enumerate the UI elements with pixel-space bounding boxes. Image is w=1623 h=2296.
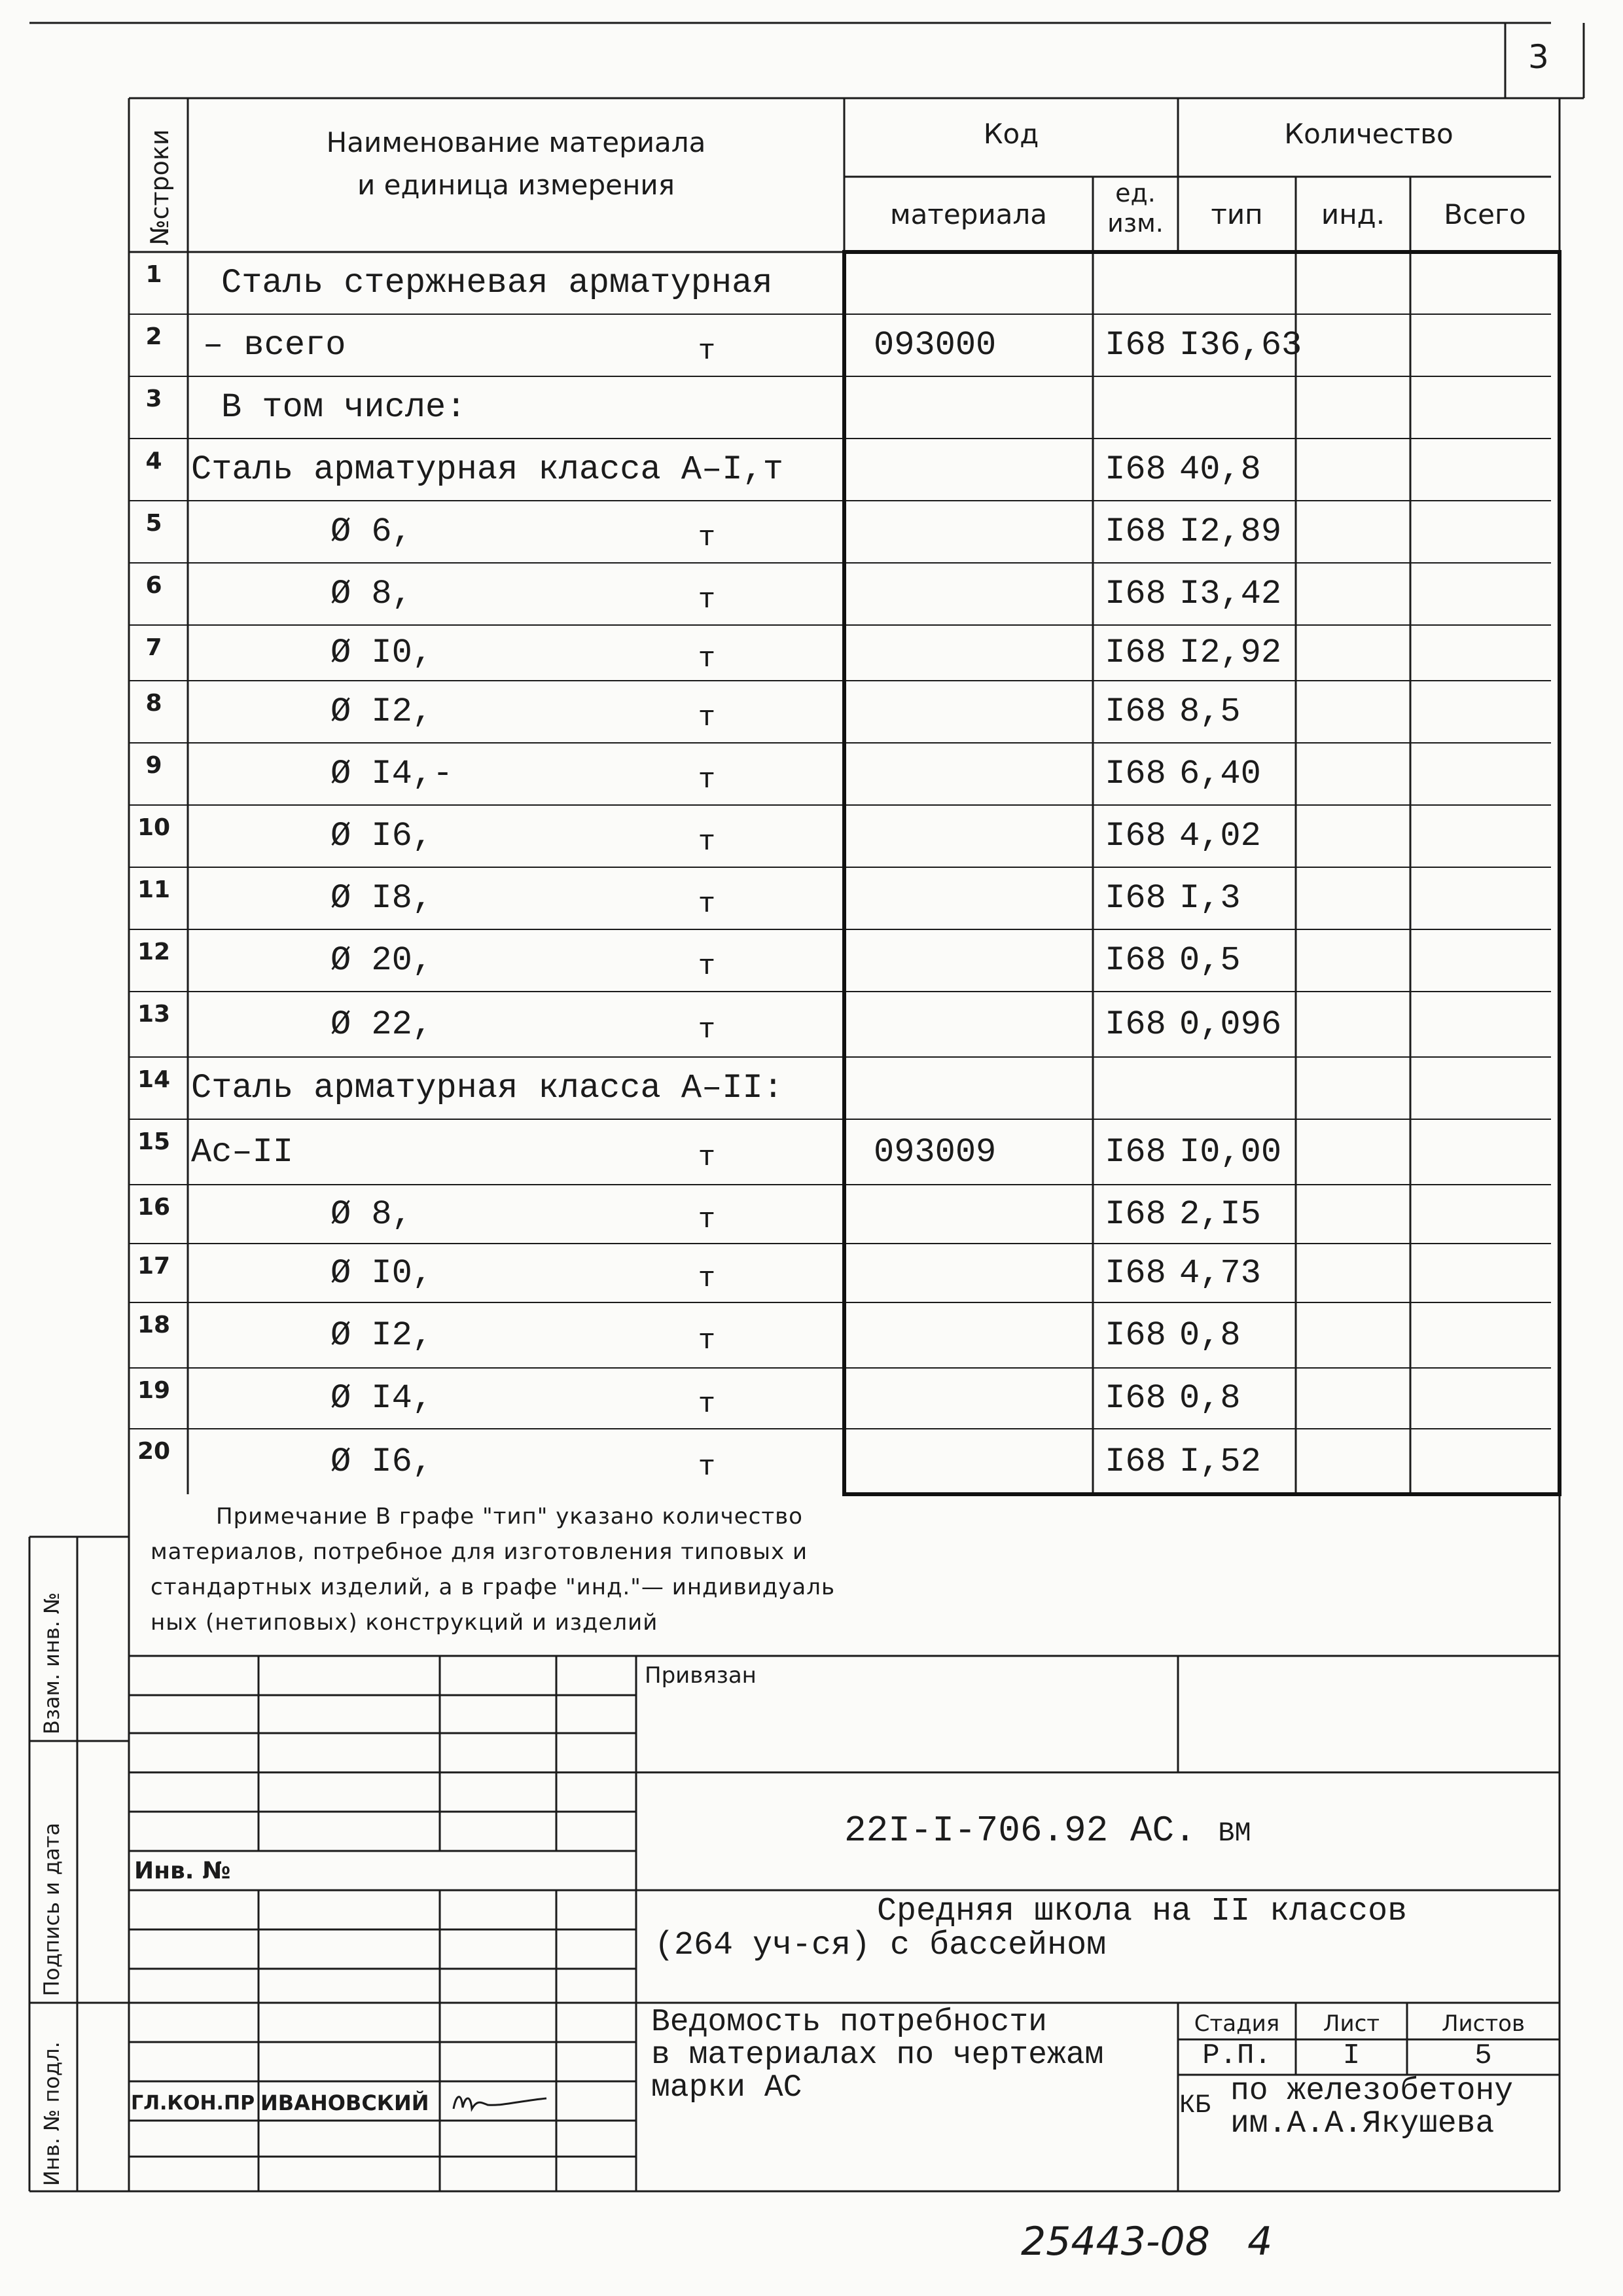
sheets-label: Листов: [1441, 2011, 1525, 2037]
quantity-type: 6,40: [1179, 755, 1261, 793]
signer-role: ГЛ.КОН.ПР: [131, 2092, 255, 2115]
unit-of-measure: т: [698, 642, 716, 675]
quantity-type: I2,89: [1179, 512, 1282, 551]
signature: [448, 2083, 560, 2122]
unit-code: I68: [1105, 1194, 1166, 1234]
organization-prefix: КБ: [1179, 2091, 1211, 2121]
sheet-value: I: [1342, 2039, 1361, 2072]
material-code-header: материала: [889, 198, 1047, 230]
unit-code: I68: [1105, 755, 1166, 793]
unit-of-measure: т: [698, 950, 716, 983]
material-name: Сталь стержневая арматурная: [221, 264, 773, 302]
quantity-type: 0,8: [1179, 1316, 1241, 1355]
unit-of-measure: т: [698, 521, 716, 554]
material-code: 093000: [874, 326, 997, 365]
unit-code: I68: [1105, 1005, 1166, 1044]
unit-code: I68: [1105, 326, 1166, 365]
individual-header: инд.: [1321, 198, 1385, 230]
document-title: [651, 2006, 1103, 2104]
material-name: Ø I0,: [330, 634, 433, 672]
material-name: Ø 8,: [330, 1194, 412, 1234]
material-name: Ø I2,: [330, 692, 433, 731]
unit-code: I68: [1105, 575, 1166, 613]
material-name: В том числе:: [221, 388, 467, 427]
row-number: 18: [137, 1312, 171, 1338]
quantity-type: I3,42: [1179, 575, 1282, 613]
organization: [1230, 2075, 1513, 2140]
row-number: 5: [145, 510, 162, 537]
row-number: 10: [137, 814, 171, 841]
material-name: Сталь арматурная класса А–II:: [191, 1069, 783, 1107]
note-line2: материалов, потребное для изготовления типовых и: [151, 1539, 808, 1565]
page-number: 3: [1528, 38, 1549, 76]
quantity-type: 0,5: [1179, 941, 1241, 980]
row-number: 6: [145, 572, 162, 599]
row-number: 1: [145, 261, 162, 288]
unit-code: I68: [1105, 1379, 1166, 1418]
material-name: Ø I8,: [330, 879, 433, 918]
quantity-type: 2,I5: [1179, 1194, 1261, 1234]
replaces-inv-label: Взам. инв. №: [39, 1592, 64, 1734]
attached-label: Привязан: [645, 1662, 757, 1689]
row-number: 7: [145, 634, 162, 661]
note: [151, 1499, 835, 1640]
document-title-line3: марки АС: [651, 2070, 802, 2106]
document-title-line1: Ведомость потребности: [651, 2005, 1047, 2040]
material-name: Ø I0,: [330, 1253, 433, 1293]
document-code-suffix: ВМ: [1218, 1818, 1251, 1849]
note-line4: ных (нетиповых) конструкций и изделий: [151, 1609, 658, 1636]
row-number: 13: [137, 1001, 171, 1028]
material-name: Ø 22,: [330, 1005, 433, 1044]
unit-code: I68: [1105, 817, 1166, 855]
total-header: Всего: [1444, 198, 1526, 230]
name-header: [188, 121, 844, 206]
unit-code: I68: [1105, 692, 1166, 731]
name-header-line1: Наименование материала: [326, 126, 706, 158]
unit-code: I68: [1105, 941, 1166, 980]
row-number: 16: [137, 1194, 171, 1221]
row-number: 2: [145, 323, 162, 350]
project-title-line2: (264 уч-ся) с бассейном: [654, 1927, 1107, 1964]
organization-line2: им.А.А.Якушева: [1230, 2106, 1495, 2142]
signature-date-label: Подпись и дата: [39, 1822, 64, 1996]
row-number: 17: [137, 1253, 171, 1280]
unit-header-line1: ед.: [1115, 179, 1156, 207]
organization-line1: по железобетону: [1230, 2073, 1514, 2109]
document-code-main: 22I-I-706.92 АС.: [844, 1810, 1196, 1852]
quantity-type: 8,5: [1179, 692, 1241, 731]
row-number: 14: [137, 1066, 171, 1093]
quantity-type: I36,63: [1179, 326, 1302, 365]
material-name: Ø I2,: [330, 1316, 433, 1355]
sheets-value: 5: [1474, 2039, 1492, 2072]
row-number: 20: [137, 1438, 171, 1465]
type-header: тип: [1211, 198, 1263, 230]
unit-of-measure: т: [698, 1141, 716, 1174]
note-line1: Примечание В графе "тип" указано количество: [216, 1503, 803, 1530]
unit-of-measure: т: [698, 1451, 716, 1484]
unit-code: I68: [1105, 1316, 1166, 1355]
unit-header: [1093, 178, 1178, 238]
material-name: Ø I6,: [330, 1442, 433, 1481]
stage-value: Р.П.: [1202, 2039, 1272, 2072]
unit-code: I68: [1105, 450, 1166, 489]
unit-of-measure: т: [698, 1325, 716, 1357]
unit-header-line2: изм.: [1107, 209, 1164, 238]
unit-of-measure: т: [698, 583, 716, 617]
quantity-type: I2,92: [1179, 634, 1282, 672]
material-name: Сталь арматурная класса А–I,т: [191, 450, 783, 489]
archive-number: 25443-08 4: [1021, 2219, 1273, 2265]
material-name: Ас–II: [191, 1132, 294, 1172]
material-code: 093009: [874, 1132, 997, 1172]
project-title: [654, 1895, 1407, 1963]
quantity-type: I,3: [1179, 879, 1241, 918]
quantity-type: 0,8: [1179, 1379, 1241, 1418]
quantity-type: 40,8: [1179, 450, 1261, 489]
quantity-type: I0,00: [1179, 1132, 1282, 1172]
quantity-type: 0,096: [1179, 1005, 1282, 1044]
material-name: Ø 6,: [330, 512, 412, 551]
material-name: Ø 20,: [330, 941, 433, 980]
material-name: – всего: [203, 326, 346, 365]
quantity-header: Количество: [1284, 118, 1454, 150]
unit-of-measure: т: [698, 1263, 716, 1295]
quantity-type: 4,73: [1179, 1253, 1261, 1293]
material-name: Ø I6,: [330, 817, 433, 855]
row-number: 9: [145, 752, 162, 779]
row-number: 8: [145, 690, 162, 717]
unit-code: I68: [1105, 1442, 1166, 1481]
sheet-label: Лист: [1323, 2011, 1380, 2037]
unit-of-measure: т: [698, 825, 716, 859]
material-name: Ø I4,: [330, 1379, 433, 1418]
unit-code: I68: [1105, 634, 1166, 672]
row-number: 19: [137, 1377, 171, 1404]
unit-of-measure: т: [698, 888, 716, 921]
row-number: 4: [145, 448, 162, 475]
name-header-line2: и единица измерения: [357, 169, 675, 202]
note-line3: стандартных изделий, а в графе "инд."— индивидуаль: [151, 1574, 836, 1600]
quantity-type: 4,02: [1179, 817, 1261, 855]
material-name: Ø I4,-: [330, 755, 454, 793]
signer-name: ИВАНОВСКИЙ: [260, 2090, 429, 2115]
inventory-number-label: Инв. №: [134, 1857, 231, 1884]
row-number-header: №строки: [145, 129, 174, 245]
project-title-line1: Средняя школа на II классов: [877, 1893, 1408, 1930]
unit-of-measure: т: [698, 1204, 716, 1236]
material-name: Ø 8,: [330, 575, 412, 613]
row-number: 3: [145, 386, 162, 412]
row-number: 12: [137, 939, 171, 965]
row-number: 11: [137, 876, 171, 903]
stage-label: Стадия: [1194, 2011, 1280, 2037]
unit-of-measure: т: [698, 1014, 716, 1047]
unit-of-measure: т: [698, 763, 716, 797]
code-header: Код: [983, 118, 1039, 150]
unit-of-measure: т: [698, 701, 716, 734]
unit-code: I68: [1105, 879, 1166, 918]
unit-code: I68: [1105, 1253, 1166, 1293]
document-code: [844, 1810, 1251, 1852]
unit-of-measure: т: [698, 334, 716, 368]
unit-code: I68: [1105, 1132, 1166, 1172]
unit-of-measure: т: [698, 1388, 716, 1421]
quantity-type: I,52: [1179, 1442, 1261, 1481]
original-inv-label: Инв. № подл.: [39, 2041, 64, 2186]
unit-code: I68: [1105, 512, 1166, 551]
document-title-line2: в материалах по чертежам: [651, 2037, 1104, 2073]
row-number: 15: [137, 1128, 171, 1155]
